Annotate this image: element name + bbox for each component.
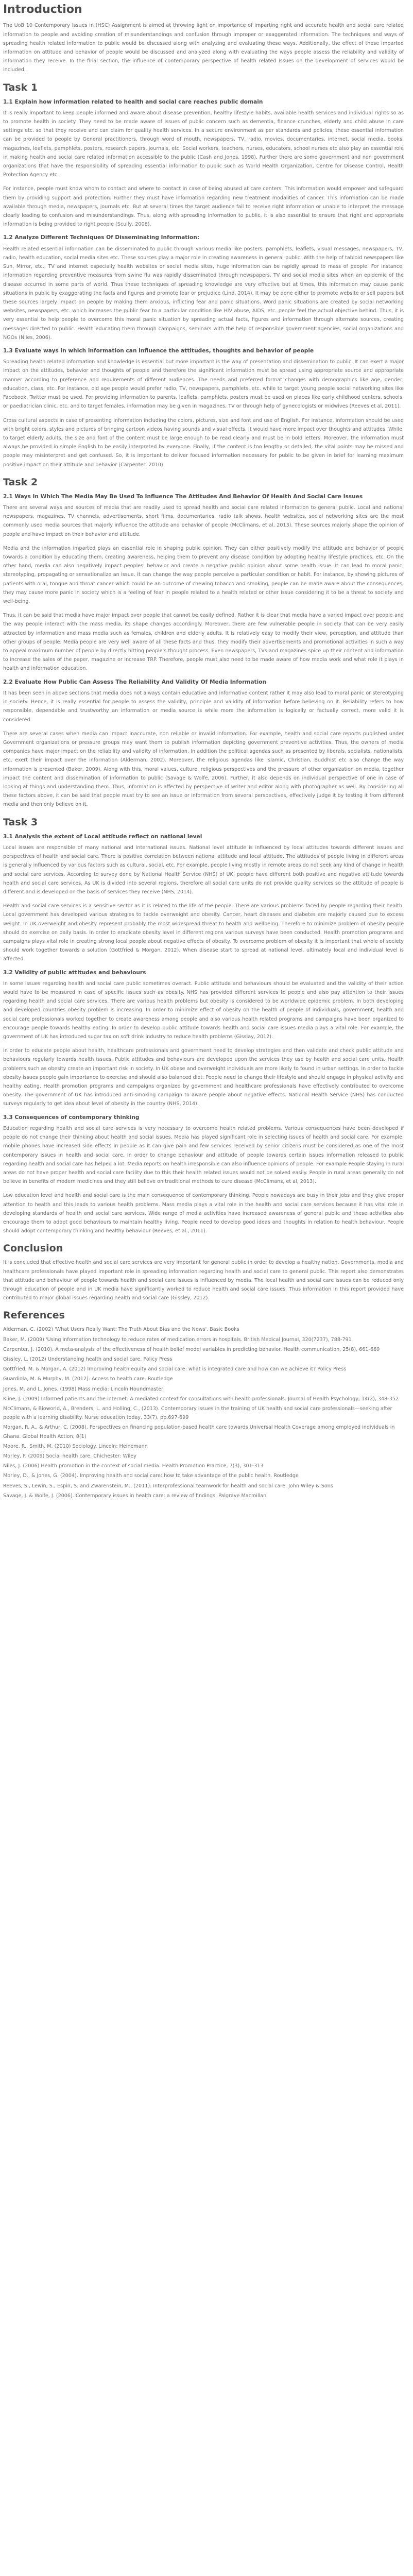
paragraph: Low education level and health and social care is the main consequence of contemporary thinking. People nowadays are busy in their jobs and they give proper attention to health and this leads to various health problems. Mass media plays a vital role in the health and social care services because it has vital role in developing standards of health and social care services. Wide range of media activities have increased awareness of general public and these activities also encourage them to adopt good behaviours to maintain healthy living. People need to develop good ideas and thoughts in relation to health behaviour. People should adopt contemporary thinking and healthy behaviour (Reeves, et al., 2011). xyxy=(3,1193,404,1234)
paragraph: Local issues are responsible of many national and international issues. National level attitude is influenced by local attitudes towards different issues and perspectives of health and social care. There is positive correlation between national attitude and local attitude. The attitudes of people living in different areas is generally influenced by various factors such as cultural, social, etc. For example, people living mostly in remote areas do not seek any kind of change in health and social care services. According to survey done by National Health Service (NHS) of UK, people have different both positive and negative attitude towards health and social care services. As UK is divided into several regions, therefore all social care units do not provide quality services so the attitude of people is different and is developed on the basis of services they receive (NHS, 2014). xyxy=(3,844,404,895)
paragraph: The UoB 10 Contemporary Issues in (HSC) Assignment is aimed at throwing light on importance of imparting right and accurate health and social care related information to people and avoiding creation of misunderstandings and confusion through improper or exaggerated information. The techniques and ways of spreading health related information to public would be discussed along with analyzing and evaluating these ways. Additionally, the effect of these imparted information on attitude and behavior of people would be discussed and analyzed along with evaluating the ways people assess the reliability and validity of information they receive. In the final section, the influence of contemporary perspective of health related issues on the development of services would be included. xyxy=(3,23,404,73)
section-1-1-heading: 1.1 Explain how information related to health and social care reaches public domain xyxy=(3,98,263,105)
reference-item: Niles, J. (2006) Health promotion in the context of social media. Health Promotion Practice, 7(3), 301-313 xyxy=(3,1463,264,1469)
section-2-2-heading: 2.2 Evaluate How Public Can Assess The Reliability And Validity Of Media Information xyxy=(3,679,267,685)
paragraph: Education regarding health and social care services is very necessary to overcome health related problems. Various consequences have been developed if people do not change their thinking about health and social issues. Media has played significant role in selecting issues of health and social care. For example, mobile phones have increased side effects in people as it can give pain and few services received by senior citizens must be considered as one of the most contemporary issues in health and social care. In order to change behaviour and attitude of people towards certain issues information released to public regarding health and social care has helped a lot. Media reports on health irresponsible can also influence opinions of people. For example People staying in rural areas do not have proper health and social care facility due to this their health related issues would not be solved easily. People in rural areas generally do not believe in benefits of modern medicines and they still believe on traditional methods to cure disease (McClimans, et al, 2013). xyxy=(3,1125,404,1185)
paragraph: For instance, people must know whom to contact and where to contact in case of being abused at care centers. This information would empower and safeguard them by providing support and protection. Further they must have information regarding new treatment modalities of cancer. This information can be made available through media, newspapers, journals etc. But at several times the target audience fail to receive right information or unable to interpret the message clearly leading to confusion and misunderstandings. Thus, along with spreading information to public, it is also essential to ensure that right and appropriate information is being provided to right people (Scully, 2008). xyxy=(3,186,404,228)
paragraph: Health and social care services is a sensitive sector as it is related to the life of the people. There are various problems faced by people regarding their health. Local government has developed various strategies to tackle overweight and obesity. Cancer, heart diseases and diabetes are majorly caused due to excess weight. In UK overweight and obesity represent probably the most widespread threat to health and wellbeing. Therefore to minimize problem of obesity people should do exercise on daily basis. In order to eradicate obesity level in different regions various surveys have been conducted. Health promotion programs and campaigns plays vital role in creating strong local people about negative effects of obesity. To overcome problem of obesity it is important that whole of society should work together towards a solution (Gottfried & Morgan, 2012). When disease start to spread at national level, ultimately local and individual level is affected. xyxy=(3,903,404,962)
paragraph: Health related essential information can be disseminated to public through various media like posters, pamphlets, leaflets, visual messages, newspapers, TV, radio, health education, social media sites etc. These sources play a major role in creating awareness in general public. With the help of tabloid newspapers like Sun, Mirror, etc., TV and internet especially health websites or social media sites, huge information can be rapidly spread to mass of people. For instance, information regarding preventive measures from swine flu was rapidly disseminated through newspapers, TV and social media sites when an epidemic of the disease occurred in some parts of world. Thus these techniques of spreading knowledge are very effective but at times, this information may cause panic situations in public by exaggerating the facts and figures and promote fear or prejudice (Lind, 2014). It may be done either to promote website or sell papers but these sources largely impact on people by making them anxious, inflicting fear and panic situations. Word panic situations are created by social networking websites, newspapers, etc. which increases the public fear to a particular condition like HIV abuse, AIDS, etc. people feel the actual objective behind. Thus, it is very essential to help people to overcome this moral panic situation by spreading actual facts, figures and information through alternate sources, creating messages directed to public. Health educating them through campaigns, seminars with the help of responsible government agencies, social organizations and NGOs (Niles, 2006). xyxy=(3,246,404,341)
reference-item: Baker, M. (2009) 'Using information technology to reduce rates of medication errors in hospitals. British Medical Journal, 320(7237), 788-791 xyxy=(3,1336,352,1343)
task-3-section xyxy=(3,817,404,1236)
reference-item: Morley, D., & Jones, G. (2004). Improving health and social care: how to take advantage of the public health. Routledge xyxy=(3,1473,299,1479)
reference-item: Savage, J. & Wolfe, J. (2006). Contemporary issues in health care: a review of findings. Palgrave Macmillan xyxy=(3,1493,267,1499)
references-section xyxy=(3,1310,404,1500)
reference-item: Alderman, C. (2002) 'What Users Really Want: The Truth About Bias and the News'. Basic Books xyxy=(3,1327,239,1333)
paragraph: There are several ways and sources of media that are readily used to spread health and social care related information to general public. Local and national newspapers, magazines, TV channels, advertisements, short films, documentaries, radio talk shows, health websites, social networking sites are the most commonly used media sources that majorly influence the attitude and behavior of people (McClimans, et al, 2013). These sources majorly shape the opinion of people and have impact on their behavior and attitude. xyxy=(3,505,404,537)
reference-item: McClimans, & Bioworld, A., Brenders, L. and Holling, C., (2013). Contemporary issues in the training of UK health and social care professionals—seeking after people with a learning disability. Nurse education today, 33(7), pp.697-699 xyxy=(3,1406,392,1421)
reference-item: Morley, F. (2009) Social health care. Chichester: Wiley xyxy=(3,1453,136,1460)
reference-item: Morgan, R. A., & Arthur, C. (2008). Perspectives on financing population-based health care towards Universal Health Coverage among employed individuals in Ghana. Global Health Action, 8(1) xyxy=(3,1425,395,1439)
reference-item: Kline, J. (2009) Informed patients and the internet: A mediated context for consultations with health professionals. Journal of Health Psychology, 14(2), 348-352 xyxy=(3,1396,399,1402)
section-3-3-heading: 3.3 Consequences of contemporary thinking xyxy=(3,1114,140,1121)
reference-item: Guardiola, M. & Murphy, M. (2012). Access to health care. Routledge xyxy=(3,1376,173,1382)
introduction-section xyxy=(3,3,404,75)
paragraph: Media and the information imparted plays an essential role in shaping public opinion. They can either positively modify the attitude and behavior of people towards a condition by educating them, creating awareness, helping them to prevent any disease condition by adopting healthy lifestyle practices, etc. On the other hand, media can also negatively impact peoples' behavior and create a negative public opinion about some health issue. It can lead to moral panic, stereotyping, propagating or sensationalize an issue. It can change the way people perceive a particular condition or habit. For instance, by showing pictures of patients with oral, tongue and throat cancer which could be an outcome of chewing tobacco and smoking, people can be made aware about the consequences, they may cause more panic in society which is a feeling of fear in people related to a health related or other issue considering it to be a threat to society and well-being. xyxy=(3,545,404,605)
paragraph: It has been seen in above sections that media does not always contain educative and informative content rather it may also lead to moral panic or stereotyping in society. Hence, it is really essential for people to assess the validity, principle and validity of information before believing on it. Reliability refers to how responsible, dependable and trustworthy an information or media source is while more the information is logically or factually correct, more valid it is considered. xyxy=(3,690,404,723)
page-title: Introduction xyxy=(3,3,82,16)
references-heading: References xyxy=(3,1310,65,1321)
reference-item: Gottfried, M. & Morgan, A. (2012) Improving health equity and social care: what is integrated care and how can we achieve it? Policy Press xyxy=(3,1366,347,1372)
reference-item: Moore, R., Smith, M. (2010) Sociology. Lincoln: Heinemann xyxy=(3,1443,148,1449)
section-2-1-heading: 2.1 Ways In Which The Media May Be Used To Influence The Attitudes And Behavior Of Health And Social Care Issues xyxy=(3,493,363,500)
section-1-3-heading: 1.3 Evaluate ways in which information can influence the attitudes, thoughts and behavior of people xyxy=(3,347,314,354)
reference-item: Gissley, L. (2012) Understanding health and social care. Policy Press xyxy=(3,1357,173,1363)
paragraph: In order to educate people about health, healthcare professionals and government need to develop strategies and then validate and check public attitude and behaviours regularly towards health issues. Public attitudes and behaviours are developed upon the services they use by health and social care units. Health problems such as obesity create an important risk in society. In UK obese and overweight individuals are more likely to found in urban settings. In order to tackle obesity issues people gain importance to exercise and should also balanced diet. People need to change their lifestyle and should engage in physical activity and healthy eating. Health promotion programs and campaigns organized by government and healthcare professionals have effectively contributed to overcome obesity. The government of UK has introduced anti-smoking campaign to aware people about negative effects. National Health Service (NHS) has conducted surveys regularly to get idea about level of obesity in the country (NHS, 2014). xyxy=(3,1048,404,1107)
paragraph: In some issues regarding health and social care public sometimes overact. Public attitude and behaviours should be evaluated and the validity of their action would have to be measured in case of specific issues such as obesity. NHS has provided different services to people and also pay attention to their issues regarding health and social care services. There are various health problems but obesity is considered to be worldwide epidemic problem. In both developing and developed countries obesity problem is increasing. In order to minimize effect of obesity on the health of people of individuals, government, health and social care professionals worked together to create awareness among people and also various health related programs and campaigns have been organized to encourage people towards healthy eating. In order to develop public attitude towards health and social care issues media plays a vital role. For example, the government of UK has introduced sugar tax on soft drink industry to reduce health problems (Gisslay, 2012). xyxy=(3,980,404,1040)
task-1-heading: Task 1 xyxy=(3,81,38,93)
task-2-section xyxy=(3,477,404,809)
conclusion-heading: Conclusion xyxy=(3,1243,63,1255)
paragraph: It is concluded that effective health and social care services are very important for general public in order to develop a healthy nation. Governments, media and healthcare professionals have played important role in spreading information regarding health and social care to general public. This report also demonstrates that attitude and behaviour of people towards health and social care issues is influenced by media. The local health and social care issues can be reduced only through education of people and in UK media have significantly worked to reduce health and social care issues. Thus information in this report provided have contributed to major global issues regarding health and social care (Gissley, 2012). xyxy=(3,1260,404,1301)
task-1-section xyxy=(3,82,404,469)
task-3-heading: Task 3 xyxy=(3,816,38,828)
section-1-2-heading: 1.2 Analyze Different Techniques Of Disseminating Information: xyxy=(3,234,200,241)
task-2-heading: Task 2 xyxy=(3,476,38,488)
reference-item: Reeves, S., Lewin, S., Espin, S. and Zwarenstein, M., (2011). Interprofessional teamwork for health and social care. John Wiley & Sons xyxy=(3,1483,333,1489)
paragraph: It is really important to keep people informed and aware about disease prevention, healthy lifestyle habits, available health services and individual rights so as to promote health in society. They need to be made aware of issues of public concern such as dementia, finance crunches, elderly and child abuse in care settings etc. so that they receive and can claim for quality health services. In a secure environment as per standards and policies, these essential information can be provided to people by General practitioners, through word of mouth, newspapers, TV, radio, movies, documentaries, internet, social media, books, magazines, leaflets, pamphlets, posters, research papers, journals, etc. Social workers, teachers, nurses, educators, school nurses etc also play an essential role in making health and social care related information accessible to the public (Cash and Jones, 1998). Further there are some government and non government organizations that have the responsibility of spreading essential information to public such as World Health Organization, Centre for Disease Control, Health Protection Agency etc. xyxy=(3,110,404,178)
reference-item: Carpenter, J. (2010). A meta-analysis of the effectiveness of health belief model variables in predicting behavior. Health communication, 25(8), 661-669 xyxy=(3,1346,380,1352)
section-3-2-heading: 3.2 Validity of public attitudes and behaviours xyxy=(3,969,146,976)
reference-item: Jones, M. and L. Jones. (1998) Mass media: Lincoln Houndmaster xyxy=(3,1386,163,1392)
paragraph: Thus, it can be said that media have major impact over people that cannot be easily defined. Rather it is clear that media have a varied impact over people and the way people interact with the mass media, its shape changes accordingly. Moreover, there are few vulnerable people in society that can be very easily attracted by information and mass media such as females, children and elderly adults. It is relatively easy to modify their view, perception, and attitude than other groups of people. Media people are very well aware of all these facts and thus, they modify their advertisements and promotional activities in such a way to appeal maximum number of people by directly hitting people's thought process. Even newspapers, TVs and magazines spice up their content and information to increase the sales of the paper, magazine or increase TRP. Therefore, people must also need to be made aware of how media work and what role it plays in health and information education. xyxy=(3,613,404,672)
paragraph: There are several cases when media can impact inaccurate, non reliable or invalid information. For example, health and social care reports published under Government organizations or pressure groups may want them to publish information depicting government preventive activities. Thus, the owners of media companies have major impact on the reliability and validity of information. In addition the political agendas such as presented by liberals, socialists, nationalists, etc. exert their impact over the information (Alderman, 2002). Moreover, the religious agendas like Islamic, Christian, Buddhist etc also change the way information is presented (Baker, 2009). Along with this, moral values, culture, religious perspectives and the pressure of other organization on media, together impact the content and dissemination of information to public (Savage & Wolfe, 2006). Further, it also depends on individual perspective of one in case of looking at things and understanding them. Thus, information is affected by perspective of writer and editor along with photographer as well. By considering all these factors above, it can be said that people must try to see an issue or information from several perspectives, effectively judge it by testing it from different media and then only believe on it. xyxy=(3,731,404,808)
section-3-1-heading: 3.1 Analysis the extent of Local attitude reflect on national level xyxy=(3,833,202,840)
paragraph: Cross cultural aspects in case of presenting information including the colors, pictures, size and font and use of English. For instance, information should be used with bright colors, styles and pictures of bringing cartoon videos having sounds and visual effects. It would have more impact over thoughts and attitudes. While, to target elderly adults, the size and font of the content must be large enough to be read clearly and must be in bold letters. Moreover, the information must always be provided in simple English to be easily interpreted by everyone. Finally, if the content is too lengthy or detailed, the vital points may be missed and people may misinterpret and get confused. So, it is important to deliver focused information necessary for public to be given in brief for learning maximum positive impact on their attitude and behavior (Carpenter, 2010). xyxy=(3,417,404,468)
paragraph: Spreading health related information and knowledge is essential but more important is the way of presentation and dissemination to public. It can exert a major impact on the attitudes, behavior and thoughts of people and therefore the significant information must be spread using appropriate source and appropriate manner according to preference and requirements of different audiences. The needs and preferred format changes with demographics like age, gender, education, class, etc. For instance, old age people would prefer radio, TV, newspapers, pamphlets, etc. while to target young people social networking sites like Facebook, Twitter must be used. For providing information to parents, leaflets, pamphlets, posters must be used on places like early childhood centers, schools, or paediatrician clinic, etc. and to target females, information may be given in magazines, TV or through help of gynecologists or midwives (Reeves et al, 2011). xyxy=(3,359,404,410)
conclusion-section xyxy=(3,1243,404,1302)
